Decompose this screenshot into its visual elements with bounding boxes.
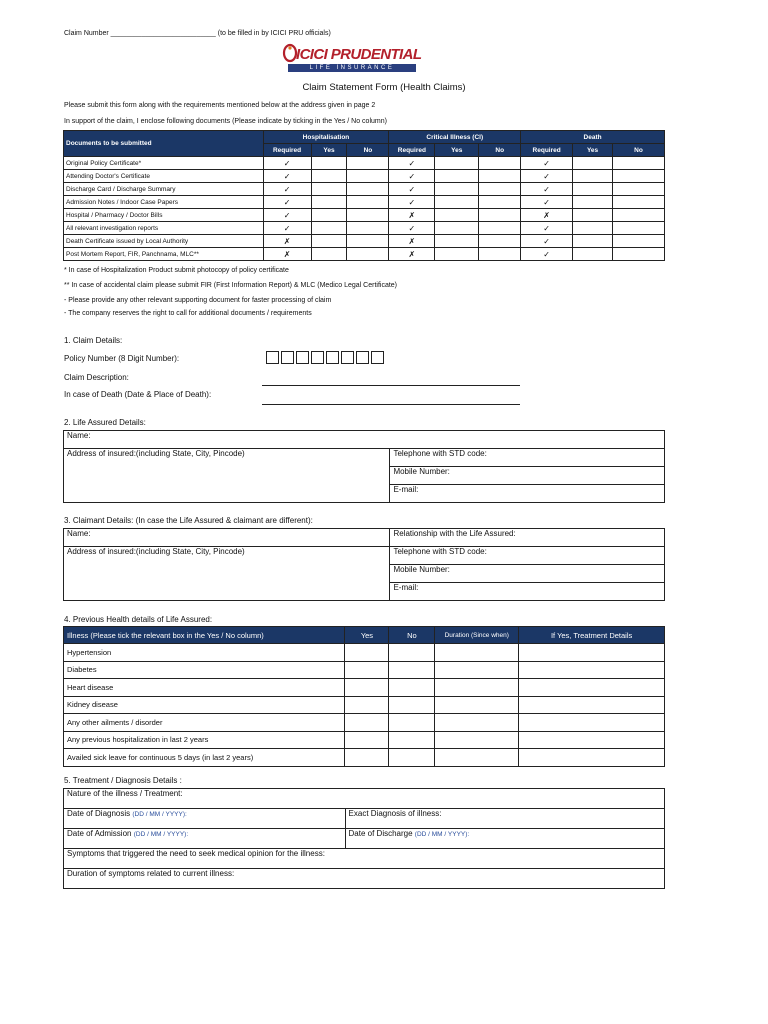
ci-no-cell[interactable] bbox=[479, 183, 521, 196]
claim-description-label: Claim Description: bbox=[64, 373, 129, 382]
treatment-cell[interactable] bbox=[519, 696, 665, 714]
document-label: Attending Doctor's Certificate bbox=[64, 170, 264, 183]
treatment-cell[interactable] bbox=[519, 731, 665, 749]
hosp-required-mark: ✓ bbox=[263, 170, 311, 183]
docs-header: Documents to be submitted bbox=[64, 131, 264, 157]
yes-cell[interactable] bbox=[345, 644, 389, 662]
hosp-yes-cell[interactable] bbox=[311, 170, 347, 183]
death-no-cell[interactable] bbox=[613, 196, 665, 209]
death-required-mark: ✓ bbox=[521, 248, 573, 261]
history-table bbox=[63, 626, 665, 767]
note-1: * In case of Hospitalization Product submit photocopy of policy certificate bbox=[64, 267, 289, 274]
document-row bbox=[64, 235, 665, 248]
death-yes-cell[interactable] bbox=[573, 183, 613, 196]
col-treatment: If Yes, Treatment Details bbox=[519, 627, 665, 644]
death-no-cell[interactable] bbox=[613, 222, 665, 235]
hosp-required-mark: ✓ bbox=[263, 209, 311, 222]
hosp-yes-cell[interactable] bbox=[311, 248, 347, 261]
death-required-mark: ✓ bbox=[521, 183, 573, 196]
yes-cell[interactable] bbox=[345, 679, 389, 697]
la-name-field[interactable]: Name: bbox=[64, 431, 665, 449]
death-no-cell[interactable] bbox=[613, 235, 665, 248]
document-row bbox=[64, 157, 665, 170]
document-label: Original Policy Certificate* bbox=[64, 157, 264, 170]
claim-description-field[interactable] bbox=[262, 385, 520, 386]
digit-box[interactable] bbox=[266, 351, 279, 364]
page-title: Claim Statement Form (Health Claims) bbox=[302, 82, 466, 93]
sub-no: No bbox=[347, 144, 389, 157]
hosp-no-cell[interactable] bbox=[347, 183, 389, 196]
no-cell[interactable] bbox=[389, 679, 435, 697]
cl-telephone-field[interactable]: Telephone with STD code: bbox=[390, 547, 665, 565]
document-row bbox=[64, 196, 665, 209]
sub-yes: Yes bbox=[573, 144, 613, 157]
duration-cell[interactable] bbox=[435, 696, 519, 714]
sub-no: No bbox=[613, 144, 665, 157]
hosp-required-mark: ✗ bbox=[263, 248, 311, 261]
date-format: (DD / MM / YYYY): bbox=[414, 831, 470, 838]
death-yes-cell[interactable] bbox=[573, 222, 613, 235]
ci-yes-cell[interactable] bbox=[435, 170, 479, 183]
policy-number-boxes[interactable] bbox=[266, 351, 386, 369]
claim-number-line: Claim Number ___________________________ (to be filled in by ICICI PRU officials) bbox=[64, 30, 331, 37]
death-yes-cell[interactable] bbox=[573, 209, 613, 222]
claimant-table bbox=[63, 528, 665, 601]
life-assured-heading: 2. Life Assured Details: bbox=[64, 418, 146, 427]
treatment-cell[interactable] bbox=[519, 679, 665, 697]
date-diagnosis-label: Date of Diagnosis bbox=[67, 809, 131, 818]
death-required-mark: ✗ bbox=[521, 209, 573, 222]
intro-text: Please submit this form along with the requirements mentioned below at the address given in page 2 bbox=[64, 102, 376, 109]
hosp-required-mark: ✓ bbox=[263, 196, 311, 209]
document-label: Post Mortem Report, FIR, Panchnama, MLC** bbox=[64, 248, 264, 261]
treatment-table bbox=[63, 788, 665, 889]
document-row bbox=[64, 183, 665, 196]
hosp-yes-cell[interactable] bbox=[311, 196, 347, 209]
note-2: ** In case of accidental claim please submit FIR (First Information Report) & MLC (Medico Legal Certificate) bbox=[64, 282, 398, 289]
illness-label: Any other ailments / disorder bbox=[64, 714, 345, 732]
history-row bbox=[64, 696, 665, 714]
illness-label: Availed sick leave for continuous 5 days (in last 2 years) bbox=[64, 749, 345, 767]
duration-cell[interactable] bbox=[435, 661, 519, 679]
duration-cell[interactable] bbox=[435, 644, 519, 662]
sub-yes: Yes bbox=[311, 144, 347, 157]
no-cell[interactable] bbox=[389, 661, 435, 679]
ci-required-mark: ✓ bbox=[389, 157, 435, 170]
col-illness: Illness (Please tick the relevant box in the Yes / No column) bbox=[64, 627, 345, 644]
digit-box[interactable] bbox=[356, 351, 369, 364]
yes-cell[interactable] bbox=[345, 749, 389, 767]
illness-label: Hypertension bbox=[64, 644, 345, 662]
ci-required-mark: ✓ bbox=[389, 222, 435, 235]
ci-no-cell[interactable] bbox=[479, 209, 521, 222]
hosp-required-mark: ✓ bbox=[263, 183, 311, 196]
death-required-mark: ✓ bbox=[521, 157, 573, 170]
cl-name-field[interactable]: Name: bbox=[64, 529, 390, 547]
life-assured-table bbox=[63, 430, 665, 503]
death-required-mark: ✓ bbox=[521, 196, 573, 209]
hosp-no-cell[interactable] bbox=[347, 170, 389, 183]
duration-cell[interactable] bbox=[435, 731, 519, 749]
hosp-yes-cell[interactable] bbox=[311, 183, 347, 196]
document-label: Discharge Card / Discharge Summary bbox=[64, 183, 264, 196]
claim-details-heading: 1. Claim Details: bbox=[64, 336, 123, 345]
documents-table bbox=[63, 130, 665, 261]
sub-required: Required bbox=[263, 144, 311, 157]
digit-box[interactable] bbox=[311, 351, 324, 364]
group-critical-illness: Critical Illness (CI) bbox=[389, 131, 521, 144]
hosp-required-mark: ✓ bbox=[263, 222, 311, 235]
ci-yes-cell[interactable] bbox=[435, 235, 479, 248]
death-no-cell[interactable] bbox=[613, 170, 665, 183]
date-format: (DD / MM / YYYY): bbox=[133, 831, 189, 838]
date-diagnosis-field[interactable] bbox=[64, 809, 346, 829]
death-no-cell[interactable] bbox=[613, 209, 665, 222]
document-row bbox=[64, 248, 665, 261]
treatment-cell[interactable] bbox=[519, 644, 665, 662]
death-required-mark: ✓ bbox=[521, 170, 573, 183]
ci-no-cell[interactable] bbox=[479, 170, 521, 183]
treatment-cell[interactable] bbox=[519, 661, 665, 679]
date-discharge-label: Date of Discharge bbox=[348, 829, 413, 838]
nature-field[interactable]: Nature of the illness / Treatment: bbox=[64, 789, 665, 809]
treatment-heading: 5. Treatment / Diagnosis Details : bbox=[64, 776, 182, 785]
group-hospitalisation: Hospitalisation bbox=[263, 131, 389, 144]
death-required-mark: ✓ bbox=[521, 222, 573, 235]
ci-required-mark: ✗ bbox=[389, 209, 435, 222]
illness-label: Kidney disease bbox=[64, 696, 345, 714]
sub-no: No bbox=[479, 144, 521, 157]
logo-subtext: LIFE INSURANCE bbox=[288, 64, 416, 72]
ci-yes-cell[interactable] bbox=[435, 157, 479, 170]
yes-cell[interactable] bbox=[345, 714, 389, 732]
yes-cell[interactable] bbox=[345, 661, 389, 679]
logo-text: ICICI PRUDENTIAL bbox=[296, 46, 422, 63]
document-label: All relevant investigation reports bbox=[64, 222, 264, 235]
symptoms-field[interactable]: Symptoms that triggered the need to seek medical opinion for the illness: bbox=[64, 849, 665, 869]
ci-required-mark: ✗ bbox=[389, 235, 435, 248]
death-yes-cell[interactable] bbox=[573, 235, 613, 248]
death-yes-cell[interactable] bbox=[573, 157, 613, 170]
col-yes: Yes bbox=[345, 627, 389, 644]
sub-required: Required bbox=[521, 144, 573, 157]
document-label: Death Certificate issued by Local Authority bbox=[64, 235, 264, 248]
date-admission-label: Date of Admission bbox=[67, 829, 132, 838]
note-3: - Please provide any other relevant supporting document for faster processing of claim bbox=[64, 297, 332, 304]
ci-no-cell[interactable] bbox=[479, 235, 521, 248]
treatment-cell[interactable] bbox=[519, 714, 665, 732]
hosp-yes-cell[interactable] bbox=[311, 209, 347, 222]
document-label: Admission Notes / Indoor Case Papers bbox=[64, 196, 264, 209]
sub-yes: Yes bbox=[435, 144, 479, 157]
illness-label: Diabetes bbox=[64, 661, 345, 679]
hosp-no-cell[interactable] bbox=[347, 196, 389, 209]
death-no-cell[interactable] bbox=[613, 248, 665, 261]
ci-required-mark: ✓ bbox=[389, 196, 435, 209]
digit-box[interactable] bbox=[296, 351, 309, 364]
ci-yes-cell[interactable] bbox=[435, 222, 479, 235]
no-cell[interactable] bbox=[389, 731, 435, 749]
ci-yes-cell[interactable] bbox=[435, 196, 479, 209]
claimant-heading: 3. Claimant Details: (In case the Life Assured & claimant are different): bbox=[64, 516, 313, 525]
la-email-field[interactable]: E-mail: bbox=[390, 485, 665, 503]
hosp-no-cell[interactable] bbox=[347, 157, 389, 170]
history-row bbox=[64, 679, 665, 697]
ci-yes-cell[interactable] bbox=[435, 248, 479, 261]
sub-required: Required bbox=[389, 144, 435, 157]
document-row bbox=[64, 222, 665, 235]
date-format: (DD / MM / YYYY): bbox=[132, 811, 187, 818]
ci-yes-cell[interactable] bbox=[435, 209, 479, 222]
la-address-field[interactable]: Address of insured:(including State, City, Pincode) bbox=[64, 449, 390, 503]
cl-address-field[interactable]: Address of insured:(including State, City, Pincode) bbox=[64, 547, 390, 601]
la-mobile-field[interactable]: Mobile Number: bbox=[390, 467, 665, 485]
treatment-cell[interactable] bbox=[519, 749, 665, 767]
ci-no-cell[interactable] bbox=[479, 222, 521, 235]
exact-diagnosis-field[interactable]: Exact Diagnosis of illness: bbox=[345, 809, 664, 829]
ci-required-mark: ✓ bbox=[389, 183, 435, 196]
death-no-cell[interactable] bbox=[613, 183, 665, 196]
no-cell[interactable] bbox=[389, 749, 435, 767]
intro-text-2: In support of the claim, I enclose following documents (Please indicate by ticking in the Yes / No column) bbox=[64, 118, 387, 125]
note-4: - The company reserves the right to call for additional documents / requirements bbox=[64, 310, 312, 317]
no-cell[interactable] bbox=[389, 714, 435, 732]
document-row bbox=[64, 209, 665, 222]
history-row bbox=[64, 714, 665, 732]
hosp-required-mark: ✗ bbox=[263, 235, 311, 248]
duration-cell[interactable] bbox=[435, 679, 519, 697]
cl-relationship-field[interactable]: Relationship with the Life Assured: bbox=[390, 529, 665, 547]
death-details-field[interactable] bbox=[262, 404, 520, 405]
history-row bbox=[64, 731, 665, 749]
death-details-label: In case of Death (Date & Place of Death): bbox=[64, 390, 212, 399]
death-yes-cell[interactable] bbox=[573, 196, 613, 209]
ci-no-cell[interactable] bbox=[479, 196, 521, 209]
col-duration: Duration (Since when) bbox=[435, 627, 519, 644]
hosp-required-mark: ✓ bbox=[263, 157, 311, 170]
no-cell[interactable] bbox=[389, 644, 435, 662]
death-yes-cell[interactable] bbox=[573, 170, 613, 183]
hosp-yes-cell[interactable] bbox=[311, 235, 347, 248]
history-row bbox=[64, 644, 665, 662]
ci-no-cell[interactable] bbox=[479, 248, 521, 261]
ci-required-mark: ✓ bbox=[389, 170, 435, 183]
policy-number-label: Policy Number (8 Digit Number): bbox=[64, 354, 180, 363]
illness-label: Heart disease bbox=[64, 679, 345, 697]
history-row bbox=[64, 749, 665, 767]
digit-box[interactable] bbox=[341, 351, 354, 364]
death-no-cell[interactable] bbox=[613, 157, 665, 170]
col-no: No bbox=[389, 627, 435, 644]
hosp-no-cell[interactable] bbox=[347, 235, 389, 248]
date-discharge-field[interactable] bbox=[345, 829, 664, 849]
yes-cell[interactable] bbox=[345, 696, 389, 714]
digit-box[interactable] bbox=[371, 351, 384, 364]
hosp-no-cell[interactable] bbox=[347, 248, 389, 261]
ci-required-mark: ✗ bbox=[389, 248, 435, 261]
hosp-no-cell[interactable] bbox=[347, 209, 389, 222]
la-telephone-field[interactable]: Telephone with STD code: bbox=[390, 449, 665, 467]
document-label: Hospital / Pharmacy / Doctor Bills bbox=[64, 209, 264, 222]
group-death: Death bbox=[521, 131, 665, 144]
history-row bbox=[64, 661, 665, 679]
death-required-mark: ✓ bbox=[521, 235, 573, 248]
duration-cell[interactable] bbox=[435, 714, 519, 732]
no-cell[interactable] bbox=[389, 696, 435, 714]
digit-box[interactable] bbox=[326, 351, 339, 364]
cl-mobile-field[interactable]: Mobile Number: bbox=[390, 565, 665, 583]
document-row bbox=[64, 170, 665, 183]
date-admission-field[interactable] bbox=[64, 829, 346, 849]
ci-yes-cell[interactable] bbox=[435, 183, 479, 196]
hosp-yes-cell[interactable] bbox=[311, 222, 347, 235]
cl-email-field[interactable]: E-mail: bbox=[390, 583, 665, 601]
ci-no-cell[interactable] bbox=[479, 157, 521, 170]
digit-box[interactable] bbox=[281, 351, 294, 364]
death-yes-cell[interactable] bbox=[573, 248, 613, 261]
yes-cell[interactable] bbox=[345, 731, 389, 749]
duration-cell[interactable] bbox=[435, 749, 519, 767]
hosp-no-cell[interactable] bbox=[347, 222, 389, 235]
hosp-yes-cell[interactable] bbox=[311, 157, 347, 170]
symptom-duration-field[interactable]: Duration of symptoms related to current illness: bbox=[64, 869, 665, 889]
illness-label: Any previous hospitalization in last 2 years bbox=[64, 731, 345, 749]
history-heading: 4. Previous Health details of Life Assured: bbox=[64, 615, 213, 624]
